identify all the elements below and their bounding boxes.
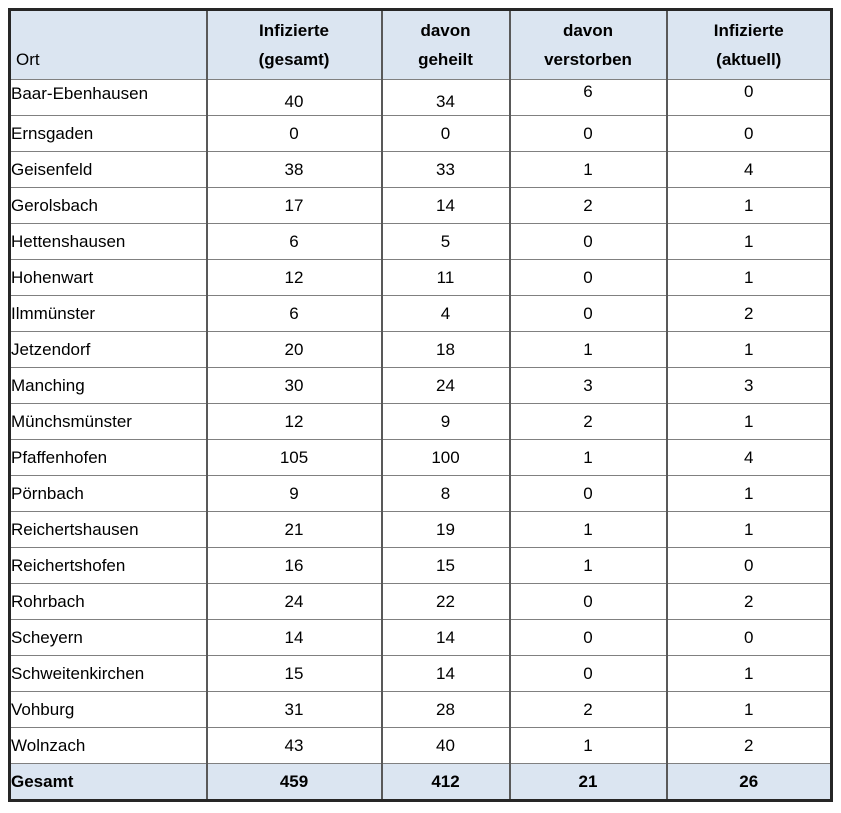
geheilt-cell: 22 [382, 584, 510, 620]
geheilt-cell: 24 [382, 368, 510, 404]
table-row [10, 512, 832, 548]
column-header-davon-geheilt [382, 10, 510, 80]
ort-cell: Schweitenkirchen [10, 656, 207, 692]
gesamt-cell: 21 [207, 512, 382, 548]
table-row [10, 476, 832, 512]
gesamt-cell: 105 [207, 440, 382, 476]
table-row [10, 80, 832, 116]
geheilt-cell: 0 [382, 116, 510, 152]
table-row [10, 620, 832, 656]
table-row [10, 224, 832, 260]
table-row [10, 584, 832, 620]
ort-cell: Hohenwart [10, 260, 207, 296]
gesamt-cell: 17 [207, 188, 382, 224]
table-row [10, 656, 832, 692]
gesamt-cell: 43 [207, 728, 382, 764]
gesamt-cell: 31 [207, 692, 382, 728]
geheilt-cell: 9 [382, 404, 510, 440]
gesamt-cell: 14 [207, 620, 382, 656]
aktuell-cell: 1 [667, 224, 832, 260]
gesamt-cell: 0 [207, 116, 382, 152]
ort-cell: Manching [10, 368, 207, 404]
header-line: verstorben [544, 49, 632, 69]
table-row [10, 728, 832, 764]
verstorben-cell: 1 [510, 440, 667, 476]
gesamt-cell: 16 [207, 548, 382, 584]
table-row [10, 260, 832, 296]
verstorben-cell: 0 [510, 260, 667, 296]
aktuell-cell: 1 [667, 692, 832, 728]
table-row [10, 152, 832, 188]
geheilt-cell: 8 [382, 476, 510, 512]
geheilt-cell: 34 [382, 80, 510, 116]
verstorben-cell: 1 [510, 152, 667, 188]
gesamt-cell: 30 [207, 368, 382, 404]
gesamt-cell: 12 [207, 404, 382, 440]
geheilt-cell: 100 [382, 440, 510, 476]
verstorben-cell: 0 [510, 620, 667, 656]
verstorben-cell: 0 [510, 224, 667, 260]
geheilt-cell: 14 [382, 620, 510, 656]
gesamt-cell: 20 [207, 332, 382, 368]
table-row [10, 692, 832, 728]
verstorben-cell: 2 [510, 692, 667, 728]
verstorben-cell: 0 [510, 476, 667, 512]
table-row [10, 296, 832, 332]
table-row [10, 188, 832, 224]
gesamt-cell: 38 [207, 152, 382, 188]
verstorben-cell: 6 [510, 80, 667, 116]
geheilt-cell: 15 [382, 548, 510, 584]
column-header-ort-label: Ort [16, 50, 40, 69]
aktuell-cell: 1 [667, 404, 832, 440]
aktuell-cell: 0 [667, 116, 832, 152]
verstorben-cell: 2 [510, 404, 667, 440]
aktuell-cell: 4 [667, 152, 832, 188]
aktuell-cell: 0 [667, 548, 832, 584]
total-label-cell: Gesamt [10, 764, 207, 801]
verstorben-cell: 0 [510, 116, 667, 152]
aktuell-cell: 2 [667, 584, 832, 620]
geheilt-cell: 11 [382, 260, 510, 296]
total-verstorben-cell: 21 [510, 764, 667, 801]
column-header-infizierte-aktuell [667, 10, 832, 80]
aktuell-cell: 0 [667, 80, 832, 116]
verstorben-cell: 1 [510, 332, 667, 368]
ort-cell: Jetzendorf [10, 332, 207, 368]
gesamt-cell: 40 [207, 80, 382, 116]
ort-cell: Reichertshofen [10, 548, 207, 584]
geheilt-cell: 28 [382, 692, 510, 728]
aktuell-cell: 1 [667, 260, 832, 296]
geheilt-cell: 33 [382, 152, 510, 188]
aktuell-cell: 2 [667, 728, 832, 764]
ort-cell: Wolnzach [10, 728, 207, 764]
gesamt-cell: 6 [207, 296, 382, 332]
aktuell-cell: 1 [667, 512, 832, 548]
infection-table [8, 8, 833, 802]
column-header-ort [10, 10, 207, 80]
table-body [10, 80, 832, 764]
header-row [10, 10, 832, 80]
header-line: (aktuell) [716, 49, 782, 69]
total-gesamt-cell: 459 [207, 764, 382, 801]
geheilt-cell: 40 [382, 728, 510, 764]
verstorben-cell: 1 [510, 728, 667, 764]
ort-cell: Rohrbach [10, 584, 207, 620]
ort-cell: Hettenshausen [10, 224, 207, 260]
header-line: Infizierte [713, 20, 784, 40]
gesamt-cell: 24 [207, 584, 382, 620]
verstorben-cell: 1 [510, 512, 667, 548]
table-row [10, 440, 832, 476]
aktuell-cell: 1 [667, 476, 832, 512]
verstorben-cell: 2 [510, 188, 667, 224]
column-header-davon-verstorben [510, 10, 667, 80]
aktuell-cell: 1 [667, 188, 832, 224]
header-line: Infizierte [259, 20, 329, 40]
table-row [10, 116, 832, 152]
ort-cell: Baar-Ebenhausen [10, 80, 207, 116]
verstorben-cell: 0 [510, 296, 667, 332]
aktuell-cell: 0 [667, 620, 832, 656]
header-line: davon [562, 20, 614, 40]
column-header-infizierte-gesamt [207, 10, 382, 80]
ort-cell: Ernsgaden [10, 116, 207, 152]
header-line: geheilt [418, 49, 473, 69]
ort-cell: Reichertshausen [10, 512, 207, 548]
verstorben-cell: 0 [510, 584, 667, 620]
geheilt-cell: 18 [382, 332, 510, 368]
verstorben-cell: 3 [510, 368, 667, 404]
aktuell-cell: 1 [667, 332, 832, 368]
geheilt-cell: 4 [382, 296, 510, 332]
ort-cell: Ilmmünster [10, 296, 207, 332]
geheilt-cell: 5 [382, 224, 510, 260]
gesamt-cell: 15 [207, 656, 382, 692]
table-row [10, 404, 832, 440]
ort-cell: Gerolsbach [10, 188, 207, 224]
verstorben-cell: 1 [510, 548, 667, 584]
total-aktuell-cell: 26 [667, 764, 832, 801]
total-row [10, 764, 832, 801]
header-line: davon [420, 20, 471, 40]
geheilt-cell: 14 [382, 188, 510, 224]
ort-cell: Geisenfeld [10, 152, 207, 188]
ort-cell: Pörnbach [10, 476, 207, 512]
ort-cell: Pfaffenhofen [10, 440, 207, 476]
ort-cell: Vohburg [10, 692, 207, 728]
gesamt-cell: 12 [207, 260, 382, 296]
header-line: (gesamt) [258, 49, 330, 69]
table-row [10, 548, 832, 584]
ort-cell: Münchsmünster [10, 404, 207, 440]
aktuell-cell: 2 [667, 296, 832, 332]
gesamt-cell: 6 [207, 224, 382, 260]
aktuell-cell: 4 [667, 440, 832, 476]
geheilt-cell: 19 [382, 512, 510, 548]
table-row [10, 332, 832, 368]
ort-cell: Scheyern [10, 620, 207, 656]
gesamt-cell: 9 [207, 476, 382, 512]
verstorben-cell: 0 [510, 656, 667, 692]
geheilt-cell: 14 [382, 656, 510, 692]
total-geheilt-cell: 412 [382, 764, 510, 801]
aktuell-cell: 3 [667, 368, 832, 404]
aktuell-cell: 1 [667, 656, 832, 692]
table-row [10, 368, 832, 404]
